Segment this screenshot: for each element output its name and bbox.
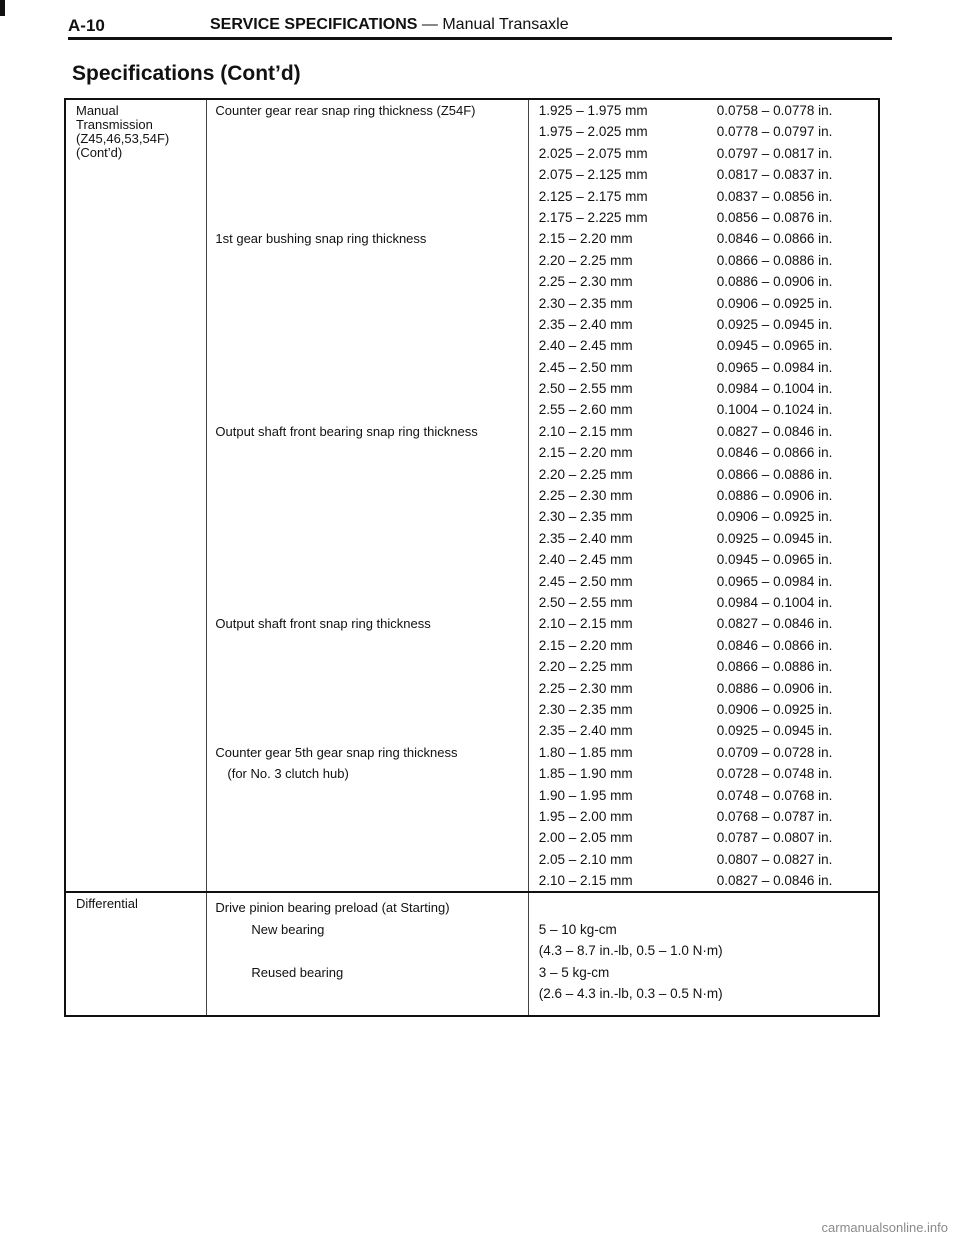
spec-item-label: [207, 464, 527, 485]
value-metric: 2.15 – 2.20 mm: [538, 231, 633, 247]
spec-value-line: [529, 100, 878, 121]
spec-value-line: 3 – 5 kg-cm: [538, 964, 610, 980]
spec-value-line: [529, 656, 878, 677]
value-imperial: 0.0797 – 0.0817 in.: [716, 145, 833, 161]
spec-value-line: [529, 827, 878, 848]
value-imperial: 0.0886 – 0.0906 in.: [716, 488, 833, 504]
spec-item-label: New bearing: [251, 921, 325, 937]
spec-group-row: [65, 892, 879, 1016]
spec-value-line: [529, 592, 878, 613]
spec-item-label: [207, 442, 527, 463]
category-label: (Cont’d): [76, 145, 123, 160]
value-imperial: 0.0787 – 0.0807 in.: [716, 830, 833, 846]
value-imperial: 0.0886 – 0.0906 in.: [716, 680, 833, 696]
value-imperial: 0.0748 – 0.0768 in.: [716, 787, 833, 803]
value-imperial: 0.0768 – 0.0787 in.: [716, 808, 833, 824]
value-imperial: 0.0925 – 0.0945 in.: [716, 723, 833, 739]
category-label: Differential: [76, 896, 138, 912]
spec-value-line: [529, 806, 878, 827]
spec-item-label: [207, 785, 527, 806]
spec-value-line: [529, 399, 878, 420]
value-metric: 1.95 – 2.00 mm: [538, 808, 633, 824]
value-imperial: 0.0984 – 0.1004 in.: [716, 381, 833, 397]
value-imperial: 0.0827 – 0.0846 in.: [716, 616, 833, 632]
spec-value-line: [529, 613, 878, 634]
value-metric: 2.15 – 2.20 mm: [538, 637, 633, 653]
value-imperial: 0.0827 – 0.0846 in.: [716, 873, 833, 889]
spec-item-label: Output shaft front snap ring thickness: [215, 616, 431, 632]
spec-item-label: [207, 827, 527, 848]
spec-item-label: [207, 506, 527, 527]
spec-value-line: [529, 143, 878, 164]
specifications-table-body: [65, 99, 879, 1016]
value-metric: 2.10 – 2.15 mm: [538, 616, 633, 632]
spec-item-label: [207, 940, 527, 962]
value-imperial: 0.1004 – 0.1024 in.: [716, 402, 833, 418]
value-metric: 2.10 – 2.15 mm: [538, 873, 633, 889]
value-imperial: 0.0925 – 0.0945 in.: [716, 316, 833, 332]
spec-item-label: [207, 549, 527, 570]
value-imperial: 0.0906 – 0.0925 in.: [716, 295, 833, 311]
value-imperial: 0.0984 – 0.1004 in.: [716, 594, 833, 610]
spec-value-line: [529, 228, 878, 249]
value-metric: 1.80 – 1.85 mm: [538, 744, 633, 760]
spec-item-label: [207, 121, 527, 142]
spec-item-label: [207, 271, 527, 292]
spec-item-label: [207, 699, 527, 720]
spec-item-label: [207, 849, 527, 870]
specifications-table: [64, 98, 880, 1017]
item-cell: [207, 892, 528, 1016]
spec-value-line: [529, 121, 878, 142]
value-metric: 2.20 – 2.25 mm: [538, 659, 633, 675]
spec-item-label: (for No. 3 clutch hub): [227, 766, 349, 782]
value-cell: [528, 892, 879, 1016]
value-metric: 2.45 – 2.50 mm: [538, 573, 633, 589]
spec-value-line: (2.6 – 4.3 in.-lb, 0.3 – 0.5 N·m): [538, 986, 723, 1002]
header-rule: [68, 37, 892, 40]
running-title-bold: SERVICE SPECIFICATIONS: [210, 16, 418, 33]
value-metric: 2.40 – 2.45 mm: [538, 338, 633, 354]
spec-value-line: [529, 699, 878, 720]
value-imperial: 0.0866 – 0.0886 in.: [716, 659, 833, 675]
value-cell: [528, 99, 879, 892]
spec-value-line: [529, 421, 878, 442]
value-imperial: 0.0778 – 0.0797 in.: [716, 124, 833, 140]
spec-item-label: Counter gear rear snap ring thickness (Z54F): [215, 103, 476, 118]
value-metric: 2.30 – 2.35 mm: [538, 295, 633, 311]
spec-item-label: [207, 293, 527, 314]
spec-item-label: [207, 720, 527, 741]
spec-item-label: Drive pinion bearing preload (at Starting): [215, 900, 450, 916]
spec-item-label: [207, 335, 527, 356]
value-metric: 2.35 – 2.40 mm: [538, 723, 633, 739]
spec-item-label: [207, 399, 527, 420]
page-number: A-10: [68, 16, 105, 35]
value-metric: 2.40 – 2.45 mm: [538, 552, 633, 568]
value-metric: 1.85 – 1.90 mm: [538, 766, 633, 782]
spec-value-line: [529, 164, 878, 185]
spec-item-label: [207, 485, 527, 506]
spec-item-label: [207, 250, 527, 271]
spec-item-label: [207, 635, 527, 656]
spec-value-line: [529, 678, 878, 699]
value-imperial: 0.0945 – 0.0965 in.: [716, 338, 833, 354]
value-imperial: 0.0925 – 0.0945 in.: [716, 530, 833, 546]
spec-value-line: [529, 464, 878, 485]
value-metric: 1.925 – 1.975 mm: [538, 103, 648, 118]
spec-value-line: [529, 485, 878, 506]
spec-item-label: Output shaft front bearing snap ring thickness: [215, 423, 478, 439]
spec-item-label: Counter gear 5th gear snap ring thickness: [215, 744, 458, 760]
value-metric: 2.20 – 2.25 mm: [538, 466, 633, 482]
page-corner-mark: [0, 0, 5, 16]
category-cell: [65, 99, 207, 892]
spec-item-label: [207, 656, 527, 677]
value-metric: 2.175 – 2.225 mm: [538, 209, 648, 225]
spec-item-label: [207, 592, 527, 613]
value-metric: 2.50 – 2.55 mm: [538, 381, 633, 397]
spec-value-line: [529, 293, 878, 314]
spec-item-label: [207, 314, 527, 335]
spec-item-label: [207, 357, 527, 378]
spec-item-label: [207, 528, 527, 549]
value-metric: 2.20 – 2.25 mm: [538, 252, 633, 268]
spec-value-line: 5 – 10 kg-cm: [538, 921, 617, 937]
value-imperial: 0.0827 – 0.0846 in.: [716, 423, 833, 439]
spec-value-line: [529, 763, 878, 784]
spec-value-line: [529, 549, 878, 570]
value-imperial: 0.0906 – 0.0925 in.: [716, 509, 833, 525]
value-imperial: 0.0846 – 0.0866 in.: [716, 445, 833, 461]
section-title: Specifications (Cont’d): [72, 62, 301, 85]
spec-value-line: [529, 250, 878, 271]
spec-value-line: [529, 849, 878, 870]
value-imperial: 0.0807 – 0.0827 in.: [716, 851, 833, 867]
category-label: (Z45,46,53,54F): [76, 131, 170, 146]
value-imperial: 0.0846 – 0.0866 in.: [716, 231, 833, 247]
spec-value-line: [529, 870, 878, 891]
spec-value-line: [529, 897, 878, 919]
spec-value-line: [529, 635, 878, 656]
item-cell: [207, 99, 528, 892]
spec-group-row: [65, 99, 879, 892]
value-metric: 2.25 – 2.30 mm: [538, 488, 633, 504]
running-title: [210, 16, 569, 34]
spec-item-label: [207, 870, 527, 891]
value-imperial: 0.0837 – 0.0856 in.: [716, 188, 833, 204]
spec-value-line: [529, 314, 878, 335]
spec-value-line: [529, 785, 878, 806]
value-metric: 2.125 – 2.175 mm: [538, 188, 648, 204]
spec-item-label: [207, 164, 527, 185]
value-metric: 2.50 – 2.55 mm: [538, 594, 633, 610]
value-imperial: 0.0886 – 0.0906 in.: [716, 274, 833, 290]
spec-item-label: [207, 143, 527, 164]
value-metric: 2.10 – 2.15 mm: [538, 423, 633, 439]
value-metric: 1.975 – 2.025 mm: [538, 124, 648, 140]
value-metric: 2.35 – 2.40 mm: [538, 530, 633, 546]
spec-value-line: [529, 742, 878, 763]
spec-item-label: 1st gear bushing snap ring thickness: [215, 231, 427, 247]
value-metric: 2.15 – 2.20 mm: [538, 445, 633, 461]
spec-value-line: [529, 528, 878, 549]
spec-item-label: [207, 806, 527, 827]
value-metric: 2.05 – 2.10 mm: [538, 851, 633, 867]
value-metric: 2.25 – 2.30 mm: [538, 680, 633, 696]
value-metric: 2.025 – 2.075 mm: [538, 145, 648, 161]
spec-item-label: Reused bearing: [251, 964, 344, 980]
category-label: Transmission: [76, 117, 153, 132]
value-metric: 2.45 – 2.50 mm: [538, 359, 633, 375]
spec-value-line: [529, 442, 878, 463]
spec-item-label: [207, 207, 527, 228]
value-imperial: 0.0866 – 0.0886 in.: [716, 466, 833, 482]
spec-value-line: [529, 571, 878, 592]
value-imperial: 0.0846 – 0.0866 in.: [716, 637, 833, 653]
value-metric: 2.55 – 2.60 mm: [538, 402, 633, 418]
spec-item-label: [207, 186, 527, 207]
value-imperial: 0.0817 – 0.0837 in.: [716, 167, 833, 183]
value-metric: 2.075 – 2.125 mm: [538, 167, 648, 183]
spec-value-line: [529, 720, 878, 741]
category-label: Manual: [76, 103, 119, 118]
value-imperial: 0.0758 – 0.0778 in.: [716, 103, 833, 118]
value-imperial: 0.0856 – 0.0876 in.: [716, 209, 833, 225]
running-title-rest: — Manual Transaxle: [417, 16, 569, 33]
spec-value-line: [529, 506, 878, 527]
value-imperial: 0.0965 – 0.0984 in.: [716, 359, 833, 375]
watermark: carmanualsonline.info: [821, 1220, 948, 1235]
spec-item-label: [207, 983, 527, 1005]
value-metric: 1.90 – 1.95 mm: [538, 787, 633, 803]
value-metric: 2.35 – 2.40 mm: [538, 316, 633, 332]
value-imperial: 0.0866 – 0.0886 in.: [716, 252, 833, 268]
value-metric: 2.30 – 2.35 mm: [538, 509, 633, 525]
spec-item-label: [207, 378, 527, 399]
value-imperial: 0.0728 – 0.0748 in.: [716, 766, 833, 782]
value-imperial: 0.0709 – 0.0728 in.: [716, 744, 833, 760]
spec-value-line: [529, 207, 878, 228]
value-imperial: 0.0945 – 0.0965 in.: [716, 552, 833, 568]
spec-value-line: [529, 186, 878, 207]
spec-value-line: [529, 335, 878, 356]
spec-value-line: (4.3 – 8.7 in.-lb, 0.5 – 1.0 N·m): [538, 943, 723, 959]
spec-item-label: [207, 678, 527, 699]
category-cell: [65, 892, 207, 1016]
spec-item-label: [207, 571, 527, 592]
spec-value-line: [529, 378, 878, 399]
spec-value-line: [529, 357, 878, 378]
value-metric: 2.00 – 2.05 mm: [538, 830, 633, 846]
value-imperial: 0.0906 – 0.0925 in.: [716, 701, 833, 717]
value-metric: 2.30 – 2.35 mm: [538, 701, 633, 717]
spec-value-line: [529, 271, 878, 292]
value-imperial: 0.0965 – 0.0984 in.: [716, 573, 833, 589]
value-metric: 2.25 – 2.30 mm: [538, 274, 633, 290]
